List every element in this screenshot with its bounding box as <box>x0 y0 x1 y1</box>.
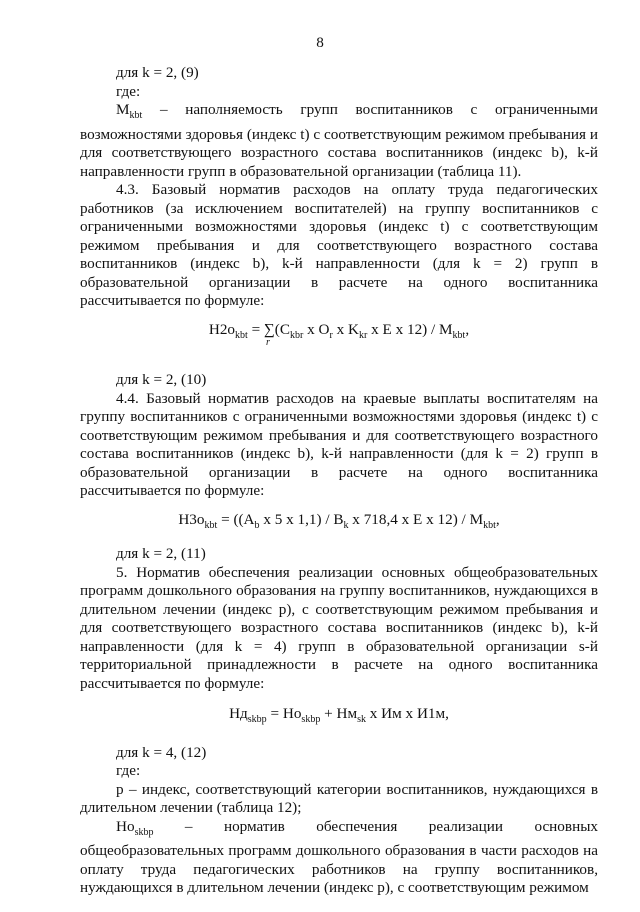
summation-symbol: ∑ r <box>263 320 275 348</box>
definition-m-kbt-continuation: возможностями здоровья (индекс t) с соответствующим режимом пребывания и для соответствующего возрастного состава воспитанников (индекс b), k-й направленности групп в образовательной организации (таблица 11). <box>80 125 598 180</box>
section-5-paragraph: 5. Норматив обеспечения реализации основных общеобразовательных программ дошкольного образования на группу воспитанников, нуждающихся в длительном лечении (индекс p), с соответствующим режимом пребывания и для соответствующего возрастного состава воспитанников (индекс b), k-й направленности (для k = 4) групп в образовательной организации s-й территориальной принадлежности в расчете на одного воспитанника рассчитывается по формуле: <box>80 563 598 692</box>
symbol-ho-skbp: $Ho_{skbp}$ <box>116 817 154 838</box>
condition-11: для k = 2, (11) <box>116 545 206 563</box>
word: реализации <box>428 817 504 835</box>
where-label-1: где: <box>116 82 141 100</box>
definition-ho-continuation: общеобразовательных программ дошкольного образования в части расходов на оплату труда педагогических работников на группу воспитанников, нуждающихся в длительном лечении (индекс p), с соответствующим режимом <box>80 842 598 897</box>
word: ограниченными <box>494 101 598 118</box>
condition-10: для k = 2, (10) <box>116 371 207 389</box>
dash: – <box>184 817 193 835</box>
formula-hd: $Hд_{skbp} = Ho_{skbp} + Hм_{sk}$ x Им x И1м, <box>229 705 449 726</box>
dash: – <box>159 101 168 118</box>
where-label-2: где: <box>116 762 141 780</box>
definition-m-kbt-first-line <box>80 101 598 126</box>
word: с <box>470 101 478 118</box>
symbol-m-kbt: $M_{kbt}$ <box>116 101 143 122</box>
word: воспитанников <box>355 101 453 118</box>
definition-ho-first-line <box>80 818 598 843</box>
condition-12: для k = 4, (12) <box>116 743 207 761</box>
word: групп <box>300 101 338 118</box>
word: наполняемость <box>185 101 283 118</box>
condition-9: для k = 2, (9) <box>116 64 199 81</box>
word: обеспечения <box>316 817 398 835</box>
word: норматив <box>223 817 285 835</box>
word: основных <box>534 817 598 835</box>
section-4-3-paragraph: 4.3. Базовый норматив расходов на оплату труда педагогических работников (за исключением воспитателей) на группу воспитанников с ограниченными возможностями здоровья (индекс t) с соответствующим режимом пребывания и для соответствующего возрастного состава воспитанников (индекс b), k-й направленности (для k = 2) групп в образовательной организации в расчете на одного воспитанника рассчитывается по формуле: <box>80 181 598 310</box>
formula-h2o: $H2o_{kbt}$ = ∑ r ($C_{kbr}$ x $O_r$ x $K_{kr}$ x E x $12) / M_{kbt}$, <box>208 320 470 348</box>
document-body <box>80 64 598 898</box>
page-number: 8 <box>316 34 324 51</box>
formula-h3o: $H3o_{kbt} = ((A_b$ x 5 x $1,1) / B_k$ x 718,4 x E x $12) / M_{kbt}$, <box>178 510 500 531</box>
definition-p-index: p – индекс, соответствующий категории воспитанников, нуждающихся в длительном лечении (таблица 12); <box>80 780 598 817</box>
section-4-4-paragraph: 4.4. Базовый норматив расходов на краевые выплаты воспитателям на группу воспитанников с ограниченными возможностями здоровья (индекс t) с соответствующим режимом пребывания и для соответствующего возрастного состава воспитанников (индекс b), k-й направленности (для k = 2) групп в образовательной организации в расчете на одного воспитанника рассчитывается по формуле: <box>80 389 598 500</box>
